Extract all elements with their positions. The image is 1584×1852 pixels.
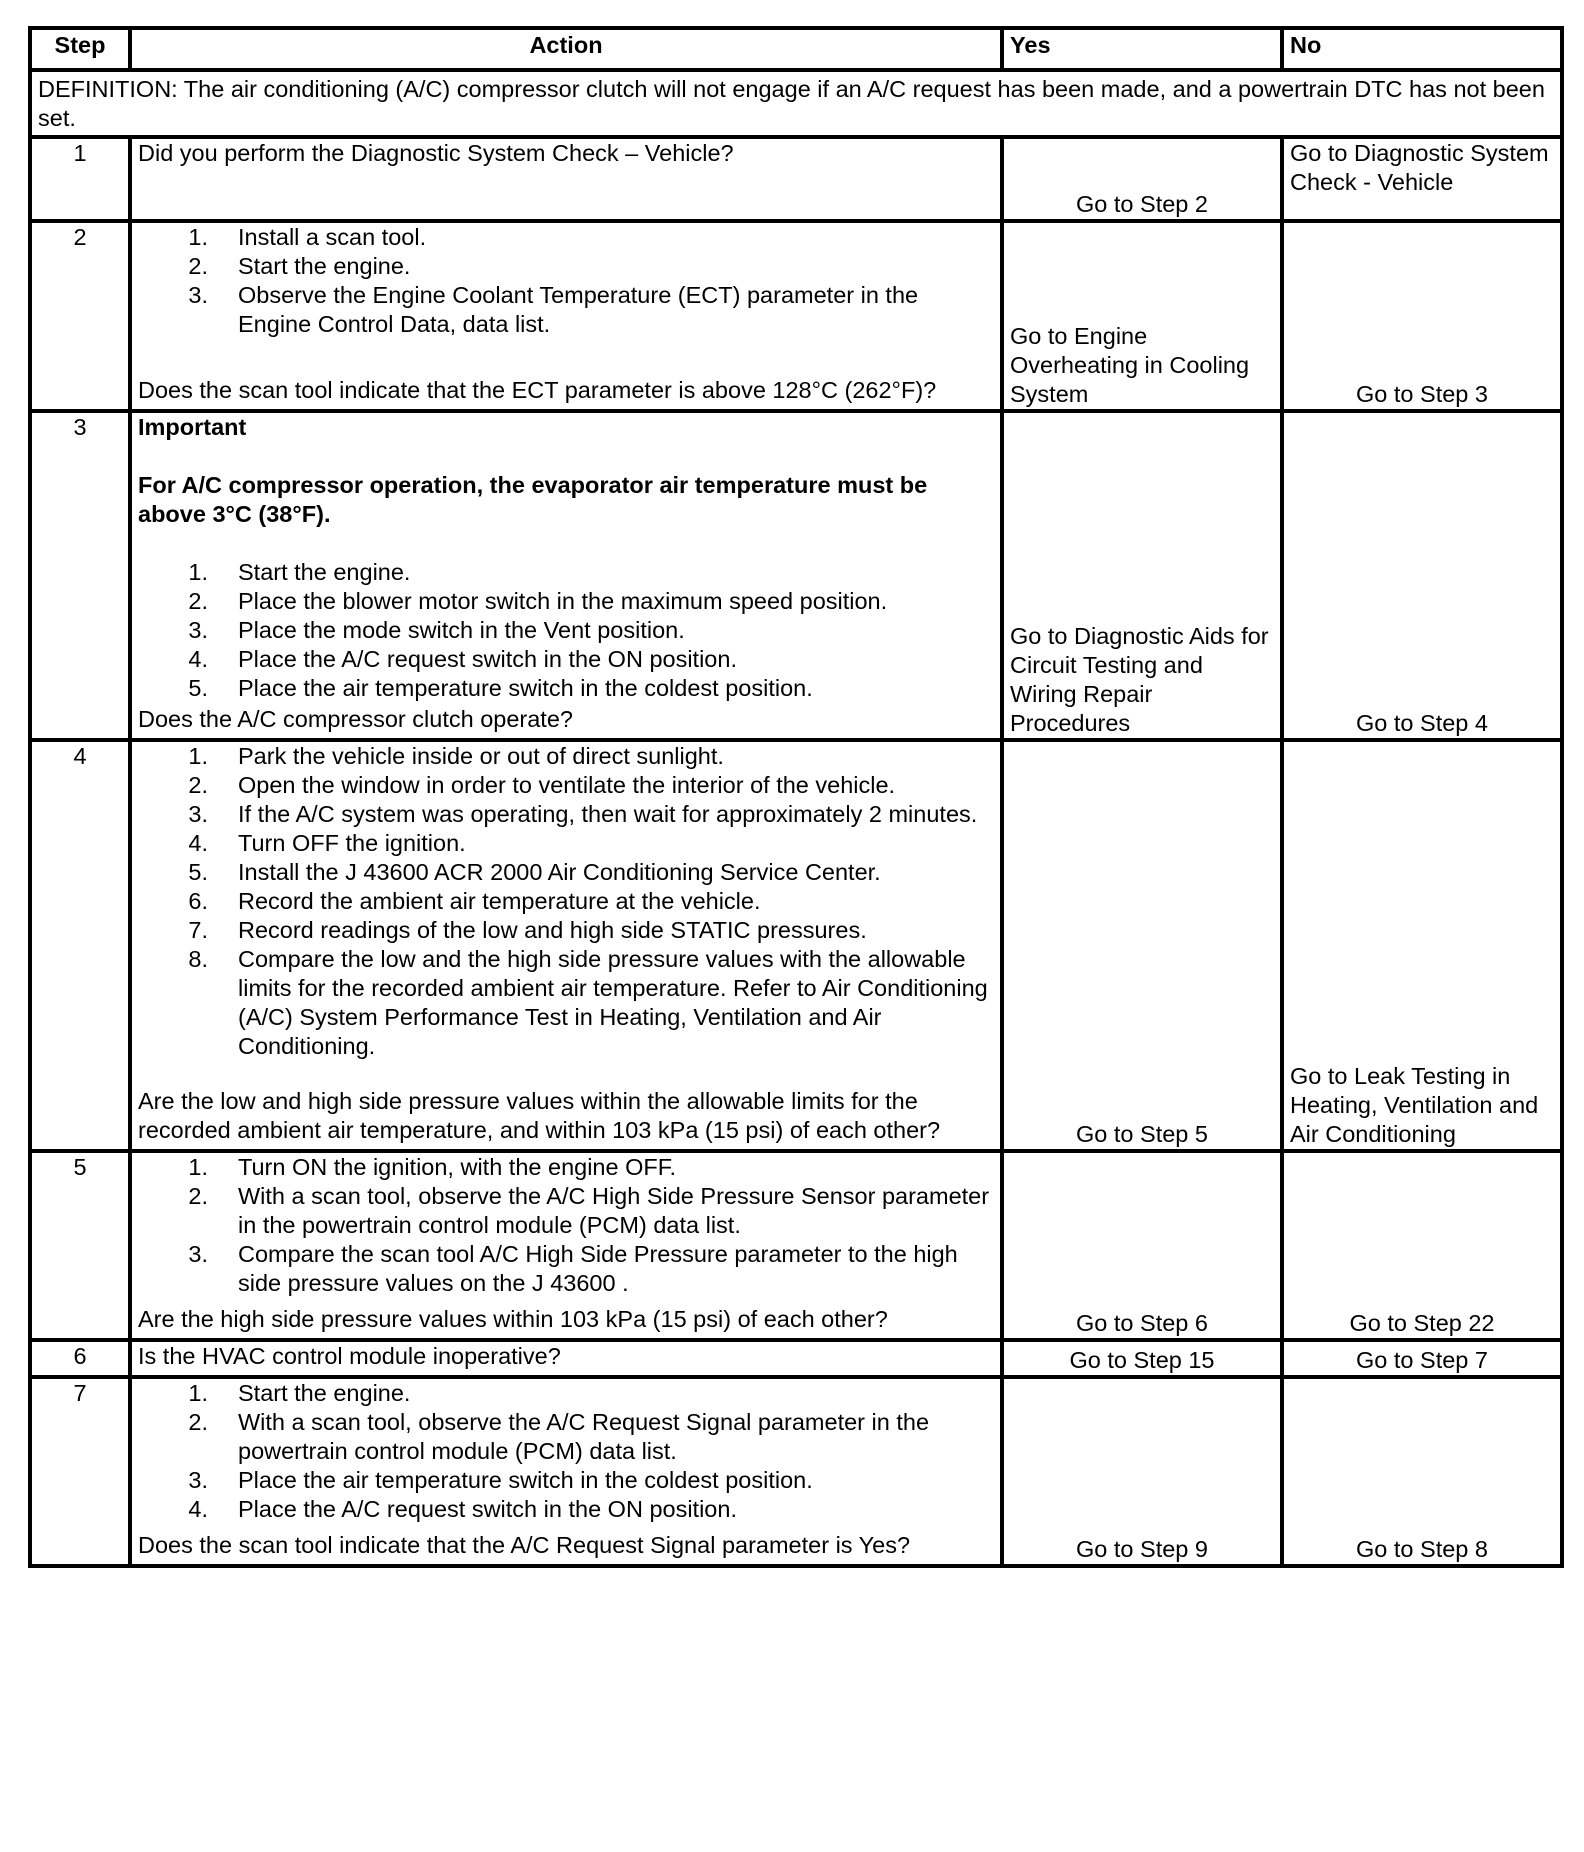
list-item: 6. Record the ambient air temperature at the vehicle. <box>188 888 761 914</box>
action-cell <box>130 137 1002 221</box>
action-cell <box>130 1377 1002 1566</box>
question-text: Does the scan tool indicate that the ECT parameter is above 128°C (262°F)? <box>138 377 937 403</box>
list-item: 8. Compare the low and the high side pressure values with the allowable limits for the recorded ambient air temperature. Refer to Air Conditioning (A/C) System Performance Test in Heating, Ventilation and Air Conditioning. <box>188 946 988 1059</box>
action-cell <box>130 1151 1002 1340</box>
yes-cell: Go to Step 6 <box>1002 1151 1282 1340</box>
question-text: Is the HVAC control module inoperative? <box>138 1343 561 1369</box>
step-number: 2 <box>30 221 130 411</box>
list-item: 2. Place the blower motor switch in the maximum speed position. <box>188 588 888 614</box>
list-item: 2. Start the engine. <box>188 253 411 279</box>
list-item: 3. Place the air temperature switch in the coldest position. <box>188 1467 813 1493</box>
important-title: Important <box>138 414 247 440</box>
list-item: 2. With a scan tool, observe the A/C Request Signal parameter in the powertrain control module (PCM) data list. <box>188 1409 930 1464</box>
table-row <box>30 1151 1562 1340</box>
yes-cell: Go to Step 9 <box>1002 1377 1282 1566</box>
no-cell: Go to Step 7 <box>1282 1340 1562 1377</box>
diagnostic-table <box>28 26 1564 1568</box>
procedure-list <box>138 1153 994 1298</box>
list-item: 2. Open the window in order to ventilate the interior of the vehicle. <box>188 772 896 798</box>
header-no: No <box>1282 28 1562 70</box>
list-item: 3. If the A/C system was operating, then wait for approximately 2 minutes. <box>188 801 978 827</box>
step-number: 6 <box>30 1340 130 1377</box>
no-cell: Go to Step 8 <box>1282 1377 1562 1566</box>
action-cell <box>130 221 1002 411</box>
header-yes: Yes <box>1002 28 1282 70</box>
action-cell <box>130 1340 1002 1377</box>
step-number: 7 <box>30 1377 130 1566</box>
yes-cell: Go to Step 5 <box>1002 740 1282 1151</box>
question-text: Are the high side pressure values within 103 kPa (15 psi) of each other? <box>138 1306 888 1332</box>
list-item: 4. Turn OFF the ignition. <box>188 830 466 856</box>
procedure-list <box>138 223 994 339</box>
yes-cell: Go to Step 2 <box>1002 137 1282 221</box>
list-item: 1. Install a scan tool. <box>188 224 427 250</box>
header-row <box>30 28 1562 70</box>
procedure-list <box>138 558 994 703</box>
list-item: 4. Place the A/C request switch in the ON position. <box>188 1496 737 1522</box>
step-number: 4 <box>30 740 130 1151</box>
list-item: 3. Compare the scan tool A/C High Side Pressure parameter to the high side pressure values on the J 43600 . <box>188 1241 958 1296</box>
list-item: 1. Start the engine. <box>188 1380 411 1406</box>
action-cell <box>130 411 1002 740</box>
list-item: 2. With a scan tool, observe the A/C High Side Pressure Sensor parameter in the powertrain control module (PCM) data list. <box>188 1183 990 1238</box>
procedure-list <box>138 742 994 1061</box>
list-item: 5. Place the air temperature switch in the coldest position. <box>188 675 813 701</box>
list-item: 3. Observe the Engine Coolant Temperature (ECT) parameter in the Engine Control Data, data list. <box>188 282 919 337</box>
list-item: 1. Start the engine. <box>188 559 411 585</box>
question-text: Does the A/C compressor clutch operate? <box>138 706 573 732</box>
table-row <box>30 411 1562 740</box>
important-text: For A/C compressor operation, the evaporator air temperature must be above 3°C (38°F). <box>138 472 928 527</box>
no-cell: Go to Leak Testing in Heating, Ventilation and Air Conditioning <box>1282 740 1562 1151</box>
no-cell: Go to Step 22 <box>1282 1151 1562 1340</box>
header-action: Action <box>130 28 1002 70</box>
list-item: 3. Place the mode switch in the Vent position. <box>188 617 685 643</box>
step-number: 5 <box>30 1151 130 1340</box>
definition-row <box>30 70 1562 137</box>
yes-cell: Go to Diagnostic Aids for Circuit Testing and Wiring Repair Procedures <box>1002 411 1282 740</box>
question-text: Did you perform the Diagnostic System Check – Vehicle? <box>138 140 734 166</box>
step-number: 3 <box>30 411 130 740</box>
list-item: 4. Place the A/C request switch in the ON position. <box>188 646 737 672</box>
list-item: 7. Record readings of the low and high side STATIC pressures. <box>188 917 867 943</box>
table-row <box>30 221 1562 411</box>
list-item: 1. Turn ON the ignition, with the engine OFF. <box>188 1154 677 1180</box>
step-number: 1 <box>30 137 130 221</box>
yes-cell: Go to Step 15 <box>1002 1340 1282 1377</box>
table-row <box>30 1377 1562 1566</box>
table-row <box>30 740 1562 1151</box>
yes-cell: Go to Engine Overheating in Cooling System <box>1002 221 1282 411</box>
procedure-list <box>138 1379 994 1524</box>
list-item: 1. Park the vehicle inside or out of direct sunlight. <box>188 743 724 769</box>
question-text: Are the low and high side pressure values within the allowable limits for the recorded ambient air temperature, and within 103 kPa (15 psi) of each other? <box>138 1088 941 1143</box>
table-row <box>30 1340 1562 1377</box>
no-cell: Go to Step 4 <box>1282 411 1562 740</box>
question-text: Does the scan tool indicate that the A/C Request Signal parameter is Yes? <box>138 1532 911 1558</box>
no-cell: Go to Diagnostic System Check - Vehicle <box>1282 137 1562 221</box>
list-item: 5. Install the J 43600 ACR 2000 Air Conditioning Service Center. <box>188 859 881 885</box>
action-cell <box>130 740 1002 1151</box>
no-cell: Go to Step 3 <box>1282 221 1562 411</box>
definition-text: DEFINITION: The air conditioning (A/C) compressor clutch will not engage if an A/C request has been made, and a powertrain DTC has not been set. <box>30 70 1562 137</box>
table-row <box>30 137 1562 221</box>
header-step: Step <box>30 28 130 70</box>
